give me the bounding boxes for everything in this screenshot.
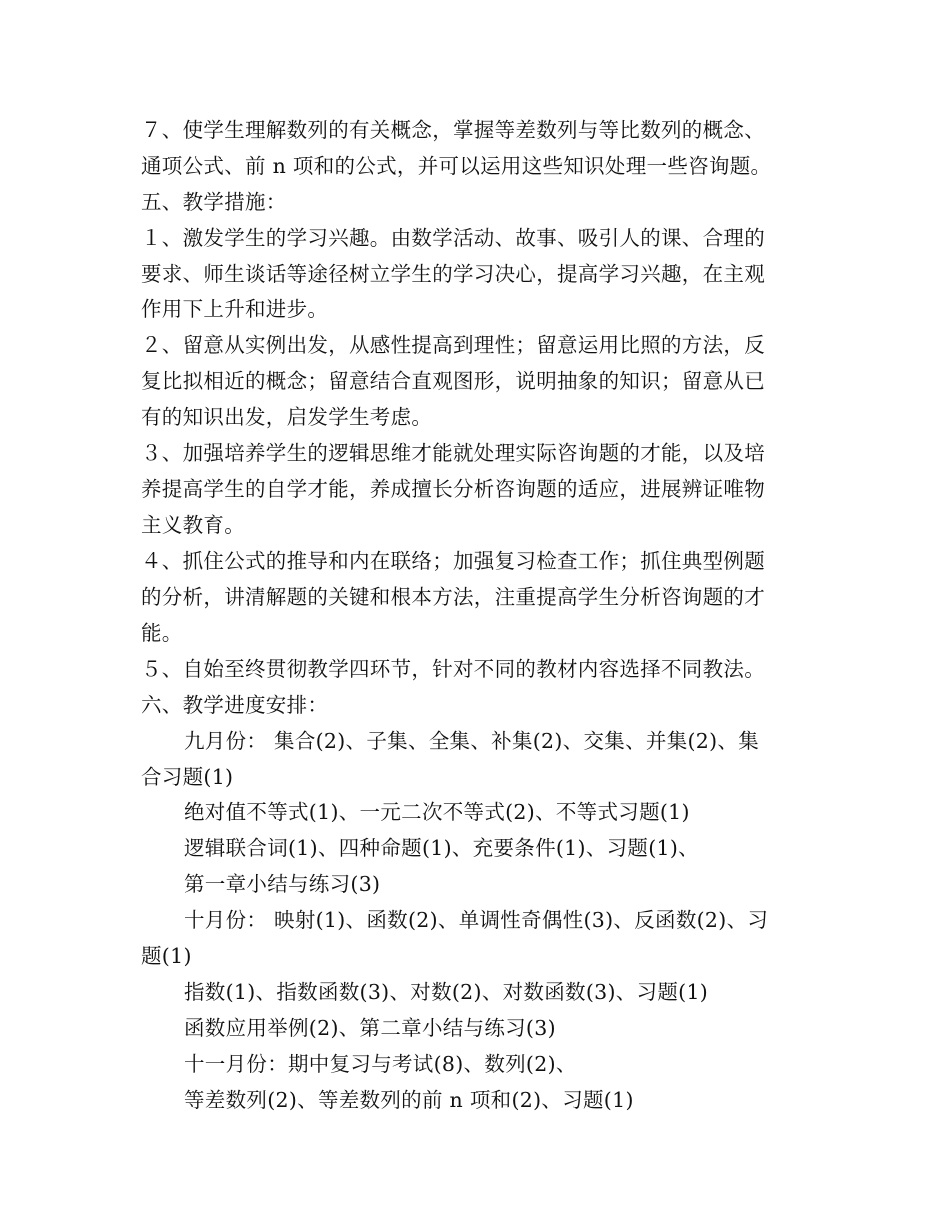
schedule-line: 合习题(1) — [141, 765, 234, 789]
text-line: ２、留意从实例出发，从感性提高到理性；留意运用比照的方法，反 — [141, 333, 765, 357]
text-line: 复比拟相近的概念；留意结合直观图形，说明抽象的知识；留意从已 — [141, 369, 765, 393]
text-line: 要求、师生谈话等途径树立学生的学习决心，提高学习兴趣，在主观 — [141, 262, 765, 286]
section-heading: 五、教学措施： — [141, 190, 287, 214]
schedule-line: 九月份： 集合(2)、子集、全集、补集(2)、交集、并集(2)、集 — [184, 729, 760, 753]
text-line: 养提高学生的自学才能，养成擅长分析咨询题的适应，进展辨证唯物 — [141, 477, 765, 501]
section-heading: 六、教学进度安排： — [141, 693, 329, 717]
schedule-line: 十月份： 映射(1)、函数(2)、单调性奇偶性(3)、反函数(2)、习 — [184, 908, 769, 932]
schedule-line: 绝对值不等式(1)、一元二次不等式(2)、不等式习题(1) — [184, 800, 690, 824]
text-line: 能。 — [141, 621, 183, 645]
schedule-line: 题(1) — [141, 944, 192, 968]
text-line: 主义教育。 — [141, 513, 245, 537]
text-line: １、激发学生的学习兴趣。由数学活动、故事、吸引人的课、合理的 — [141, 226, 765, 250]
text-line: ４、抓住公式的推导和内在联络；加强复习检查工作；抓住典型例题 — [141, 549, 765, 573]
text-line: 的分析，讲清解题的关键和根本方法，注重提高学生分析咨询题的才 — [141, 585, 765, 609]
schedule-line: 函数应用举例(2)、第二章小结与练习(3) — [184, 1016, 556, 1040]
text-line: ３、加强培养学生的逻辑思维才能就处理实际咨询题的才能，以及培 — [141, 441, 765, 465]
text-line: ５、自始至终贯彻教学四环节，针对不同的教材内容选择不同教法。 — [141, 657, 765, 681]
schedule-line: 十一月份：期中复习与考试(8)、数列(2)、 — [184, 1052, 577, 1076]
schedule-line: 第一章小结与练习(3) — [184, 872, 381, 896]
schedule-line: 逻辑联合词(1)、四种命题(1)、充要条件(1)、习题(1)、 — [184, 836, 699, 860]
schedule-line: 等差数列(2)、等差数列的前 n 项和(2)、习题(1) — [184, 1088, 634, 1112]
text-line: ７、使学生理解数列的有关概念，掌握等差数列与等比数列的概念、 — [141, 118, 765, 142]
text-line: 作用下上升和进步。 — [141, 297, 329, 321]
text-line: 有的知识出发，启发学生考虑。 — [141, 405, 433, 429]
schedule-line: 指数(1)、指数函数(3)、对数(2)、对数函数(3)、习题(1) — [184, 980, 709, 1004]
text-line: 通项公式、前 n 项和的公式，并可以运用这些知识处理一些咨询题。 — [141, 154, 772, 178]
